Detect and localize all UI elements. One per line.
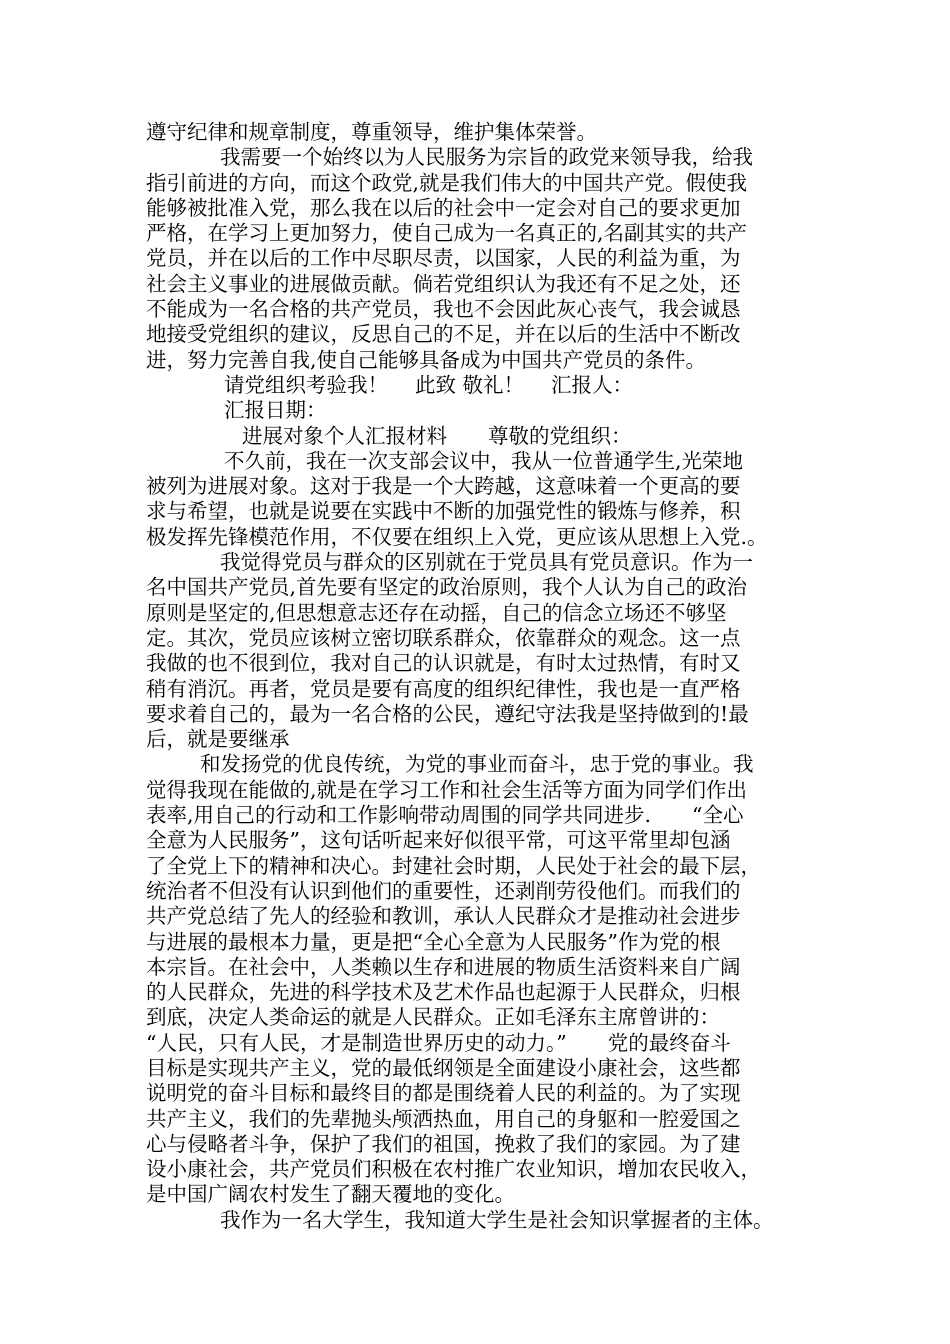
text-line: 进展对象个人汇报材料 尊敬的党组织： bbox=[242, 423, 632, 448]
text-line: 和发扬党的优良传统，为党的事业而奋斗，忠于党的事业。我 bbox=[200, 752, 754, 777]
text-line: 共产主义，我们的先辈抛头颅洒热血，用自己的身躯和一腔爱国之 bbox=[146, 1106, 741, 1131]
text-line: 设小康社会，共产党员们积极在农村推广农业知识，增加农民收入， bbox=[146, 1157, 761, 1182]
text-line: 了全党上下的精神和决心。封建社会时期，人民处于社会的最下层， bbox=[146, 853, 761, 878]
text-line: 与进展的最根本力量，更是把“全心全意为人民服务”作为党的根 bbox=[146, 929, 721, 954]
text-line: 不久前，我在一次支部会议中，我从一位普通学生,光荣地 bbox=[224, 448, 744, 473]
text-line: 指引前进的方向，而这个政党,就是我们伟大的中国共产党。假使我 bbox=[146, 170, 748, 195]
text-line: 被列为进展对象。这对于我是一个大跨越，这意味着一个更高的要 bbox=[146, 474, 741, 499]
text-line: 定。其次，党员应该树立密切联系群众，依靠群众的观念。这一点 bbox=[146, 625, 741, 650]
text-line: 觉得我现在能做的,就是在学习工作和社会生活等方面为同学们作出 bbox=[146, 777, 748, 802]
text-line: 汇报日期： bbox=[224, 398, 327, 423]
text-line: 稍有消沉。再者，党员是要有高度的组织纪律性，我也是一直严格 bbox=[146, 676, 741, 701]
text-line: 地接受党组织的建议，反思自己的不足，并在以后的生活中不断改 bbox=[146, 322, 741, 347]
text-line: 到底，决定人类命运的就是人民群众。正如毛泽东主席曾讲的： bbox=[146, 1005, 720, 1030]
text-line: 的人民群众，先进的科学技术及艺术作品也起源于人民群众，归根 bbox=[146, 980, 741, 1005]
text-line: 表率,用自己的行动和工作影响带动周围的同学共同进步. “全心 bbox=[146, 803, 744, 828]
text-line: 进，努力完善自我,使自己能够具备成为中国共产党员的条件。 bbox=[146, 347, 707, 372]
text-line: 严格，在学习上更加努力，使自己成为一名真正的,名副其实的共产 bbox=[146, 221, 748, 246]
text-line: 不能成为一名合格的共产党员，我也不会因此灰心丧气，我会诚恳 bbox=[146, 297, 741, 322]
text-line: 我做的也不很到位，我对自己的认识就是，有时太过热情，有时又 bbox=[146, 651, 741, 676]
text-line: 目标是实现共产主义，党的最低纲领是全面建设小康社会，这些都 bbox=[146, 1055, 741, 1080]
text-line: “人民，只有人民，才是制造世界历史的动力。” 党的最终奋斗 bbox=[146, 1030, 731, 1055]
text-line: 心与侵略者斗争，保护了我们的祖国，挽救了我们的家园。为了建 bbox=[146, 1131, 741, 1156]
text-line: 统治者不但没有认识到他们的重要性，还剥削劳役他们。而我们的 bbox=[146, 878, 741, 903]
text-line: 共产党总结了先人的经验和教训，承认人民群众才是推动社会进步 bbox=[146, 904, 741, 929]
text-line: 说明党的奋斗目标和最终目的都是围绕着人民的利益的。为了实现 bbox=[146, 1081, 741, 1106]
body-text bbox=[146, 120, 826, 1233]
text-line: 要求着自己的，最为一名合格的公民，遵纪守法我是坚持做到的!最 bbox=[146, 701, 749, 726]
text-line: 党员，并在以后的工作中尽职尽责，以国家，人民的利益为重，为 bbox=[146, 246, 741, 271]
text-line: 求与希望，也就是说要在实践中不断的加强党性的锻炼与修养，积 bbox=[146, 499, 741, 524]
text-line: 后，就是要继承 bbox=[146, 727, 290, 752]
text-line: 请党组织考验我！ 此致 敬礼！ 汇报人： bbox=[224, 372, 634, 397]
text-line: 能够被批准入党，那么我在以后的社会中一定会对自己的要求更加 bbox=[146, 195, 741, 220]
text-line: 名中国共产党员,首先要有坚定的政治原则，我个人认为自己的政治 bbox=[146, 575, 748, 600]
text-line: 我觉得党员与群众的区别就在于党员具有党员意识。作为一 bbox=[220, 550, 753, 575]
text-line: 社会主义事业的进展做贡献。倘若党组织认为我还有不足之处，还 bbox=[146, 271, 741, 296]
text-line: 是中国广阔农村发生了翻天覆地的变化。 bbox=[146, 1182, 515, 1207]
text-line: 极发挥先锋模范作用，不仅要在组织上入党，更应该从思想上入党.。 bbox=[146, 524, 768, 549]
text-line: 原则是坚定的,但思想意志还存在动摇，自己的信念立场还不够坚 bbox=[146, 600, 727, 625]
text-line: 本宗旨。在社会中，人类赖以生存和进展的物质生活资料来自广阔 bbox=[146, 954, 741, 979]
text-line: 我作为一名大学生，我知道大学生是社会知识掌握者的主体。 bbox=[220, 1207, 774, 1232]
text-line: 全意为人民服务”，这句话听起来好似很平常，可这平常里却包涵 bbox=[146, 828, 731, 853]
text-line: 我需要一个始终以为人民服务为宗旨的政党来领导我，给我 bbox=[220, 145, 753, 170]
text-line: 遵守纪律和规章制度，尊重领导，维护集体荣誉。 bbox=[146, 120, 597, 144]
